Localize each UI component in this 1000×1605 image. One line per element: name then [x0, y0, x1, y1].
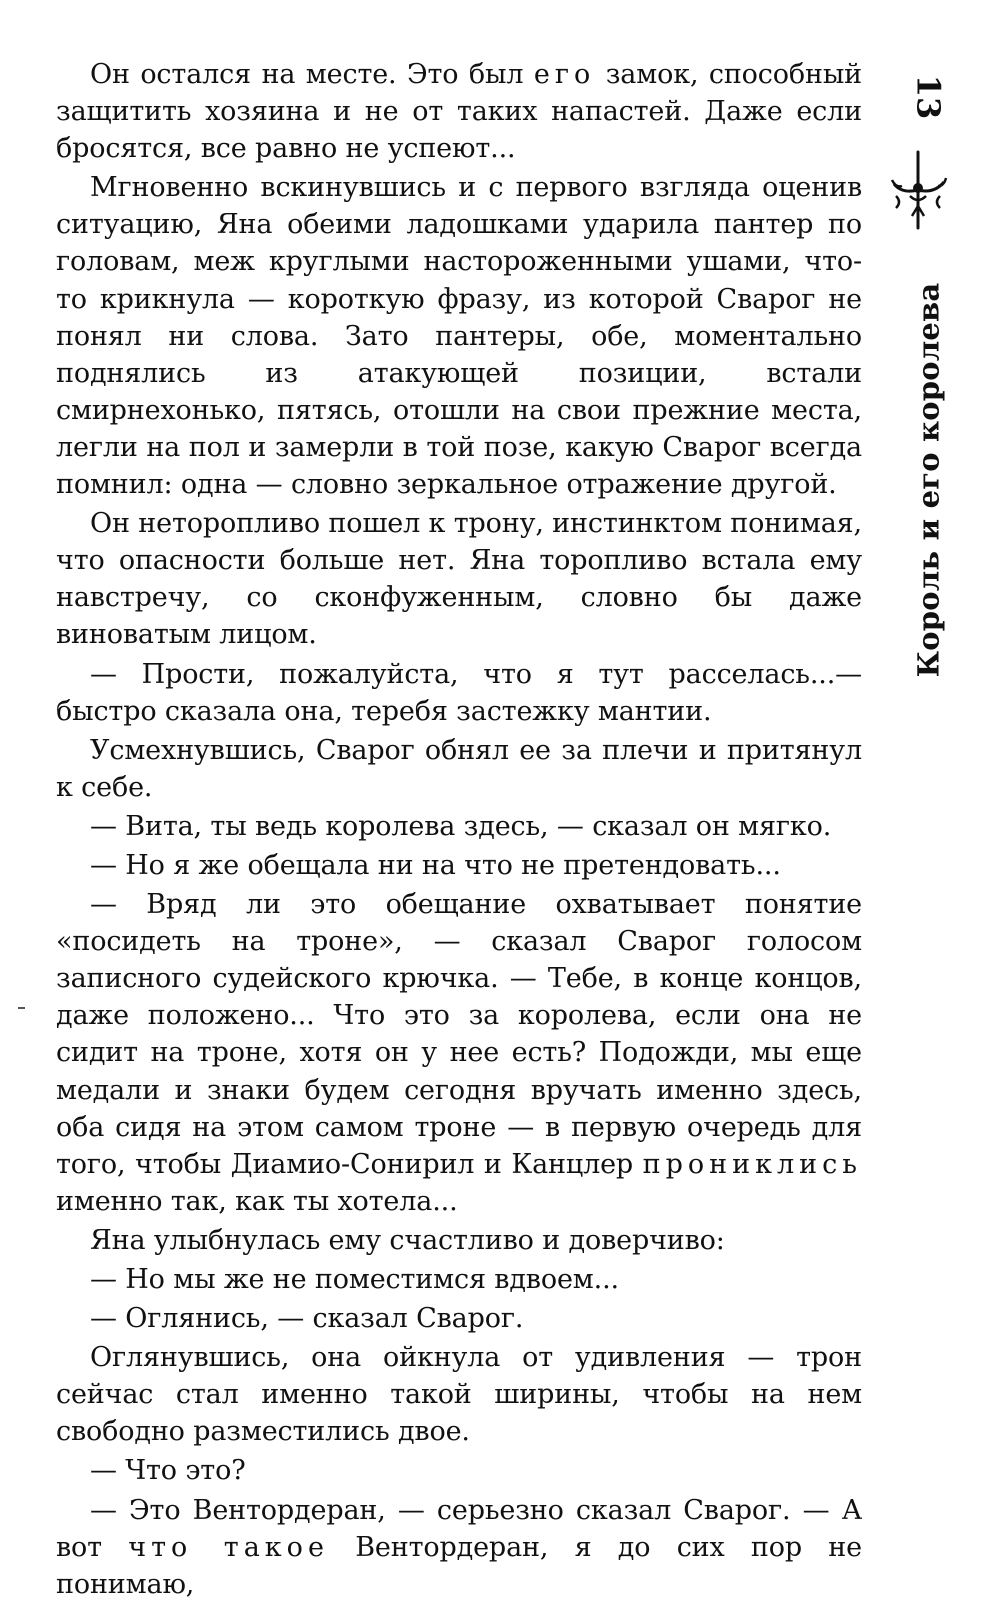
page-number-text: 13	[909, 74, 947, 120]
paragraph	[56, 808, 862, 845]
paragraph-text: — Вряд ли это обещание охватывает понятие «посидеть на троне», — сказал Сварог голосом записного судейского крючка. — Тебе, в конце концов, даже положено... Что это за королева, если она не сидит на троне, хотя он у нее есть? Подожди, мы еще медали и знаки будем сегодня вручать именно здесь, оба сидя на этом самом троне — в первую очередь для того, чтобы Диамио-Сонирил и Канцлер	[56, 889, 862, 1180]
emphasis-spaced-text: его	[533, 59, 596, 90]
paragraph-text: именно так, как ты хотела...	[56, 1185, 458, 1217]
paragraph	[56, 1452, 862, 1489]
paragraph	[56, 1222, 862, 1259]
page-number	[906, 66, 950, 128]
paragraph	[56, 656, 862, 730]
paragraph-text: — Это Вентордеран, — серьезно сказал Сварог. — А вот	[56, 1494, 862, 1563]
paragraph	[56, 505, 862, 653]
sword-ornament-icon	[888, 150, 952, 230]
paragraph-text: Оглянувшись, она ойкнула от удивления — трон сейчас стал именно такой ширины, чтобы на нем свободно разместились двое.	[56, 1342, 862, 1448]
paragraph	[56, 1300, 862, 1337]
paragraph-text: Усмехнувшись, Сварог обнял ее за плечи и притянул к себе.	[56, 734, 862, 803]
paragraph-text: замок, способный защитить хозяина и не от таких напастей. Даже если бросятся, все равно не успеют...	[56, 59, 863, 165]
paragraph-text: Он остался на месте. Это был	[90, 59, 534, 90]
paragraph	[56, 1492, 862, 1603]
paragraph-text: — Вита, ты ведь королева здесь, — сказал он мягко.	[90, 810, 832, 842]
page-body-text	[56, 56, 862, 1605]
paragraph-text: — Но мы же не поместимся вдвоем...	[90, 1264, 619, 1295]
paragraph	[56, 1261, 862, 1298]
emphasis-spaced-text: что такое	[128, 1531, 329, 1563]
paragraph	[56, 169, 862, 503]
paragraph-text: Вентордеран, я до сих пор не понимаю,	[56, 1531, 862, 1600]
running-title	[905, 282, 951, 678]
paragraph	[56, 732, 862, 806]
paragraph	[56, 56, 862, 167]
paragraph	[56, 1339, 862, 1450]
paragraph-text: — Что это?	[90, 1455, 246, 1487]
paragraph-text: Мгновенно вскинувшись и с первого взгляда оценив ситуацию, Яна обеими ладошками ударила пантер по головам, меж круглыми настороженными ушами, что-то крикнула — короткую фразу, из которой Сварог не понял ни слова. Зато пантеры, обе, моментально поднялись из атакующей позиции, встали смирнехонько, пятясь, отошли на свои прежние места, легли на пол и замерли в той позе, какую Сварог всегда помнил: одна — словно зеркальное отражение другой.	[56, 172, 862, 501]
paragraph	[56, 847, 862, 884]
paragraph-text: — Прости, пожалуйста, что я тут расселась...— быстро сказала она, теребя застежку мантии.	[56, 658, 862, 727]
paragraph-text: Он неторопливо пошел к трону, инстинктом понимая, что опасности больше нет. Яна торопливо встала ему навстречу, со сконфуженным, словно бы даже виноватым лицом.	[56, 508, 862, 651]
paragraph-text: — Оглянись, — сказал Сварог.	[90, 1303, 524, 1335]
margin-mark	[18, 1007, 25, 1009]
paragraph-text: — Но я же обещала ни на что не претендовать...	[90, 849, 781, 881]
paragraph-text: Яна улыбнулась ему счастливо и доверчиво:	[90, 1224, 725, 1256]
running-title-text: Король и его королева	[911, 282, 945, 678]
emphasis-spaced-text: прониклись	[642, 1148, 862, 1180]
paragraph	[56, 886, 862, 1220]
